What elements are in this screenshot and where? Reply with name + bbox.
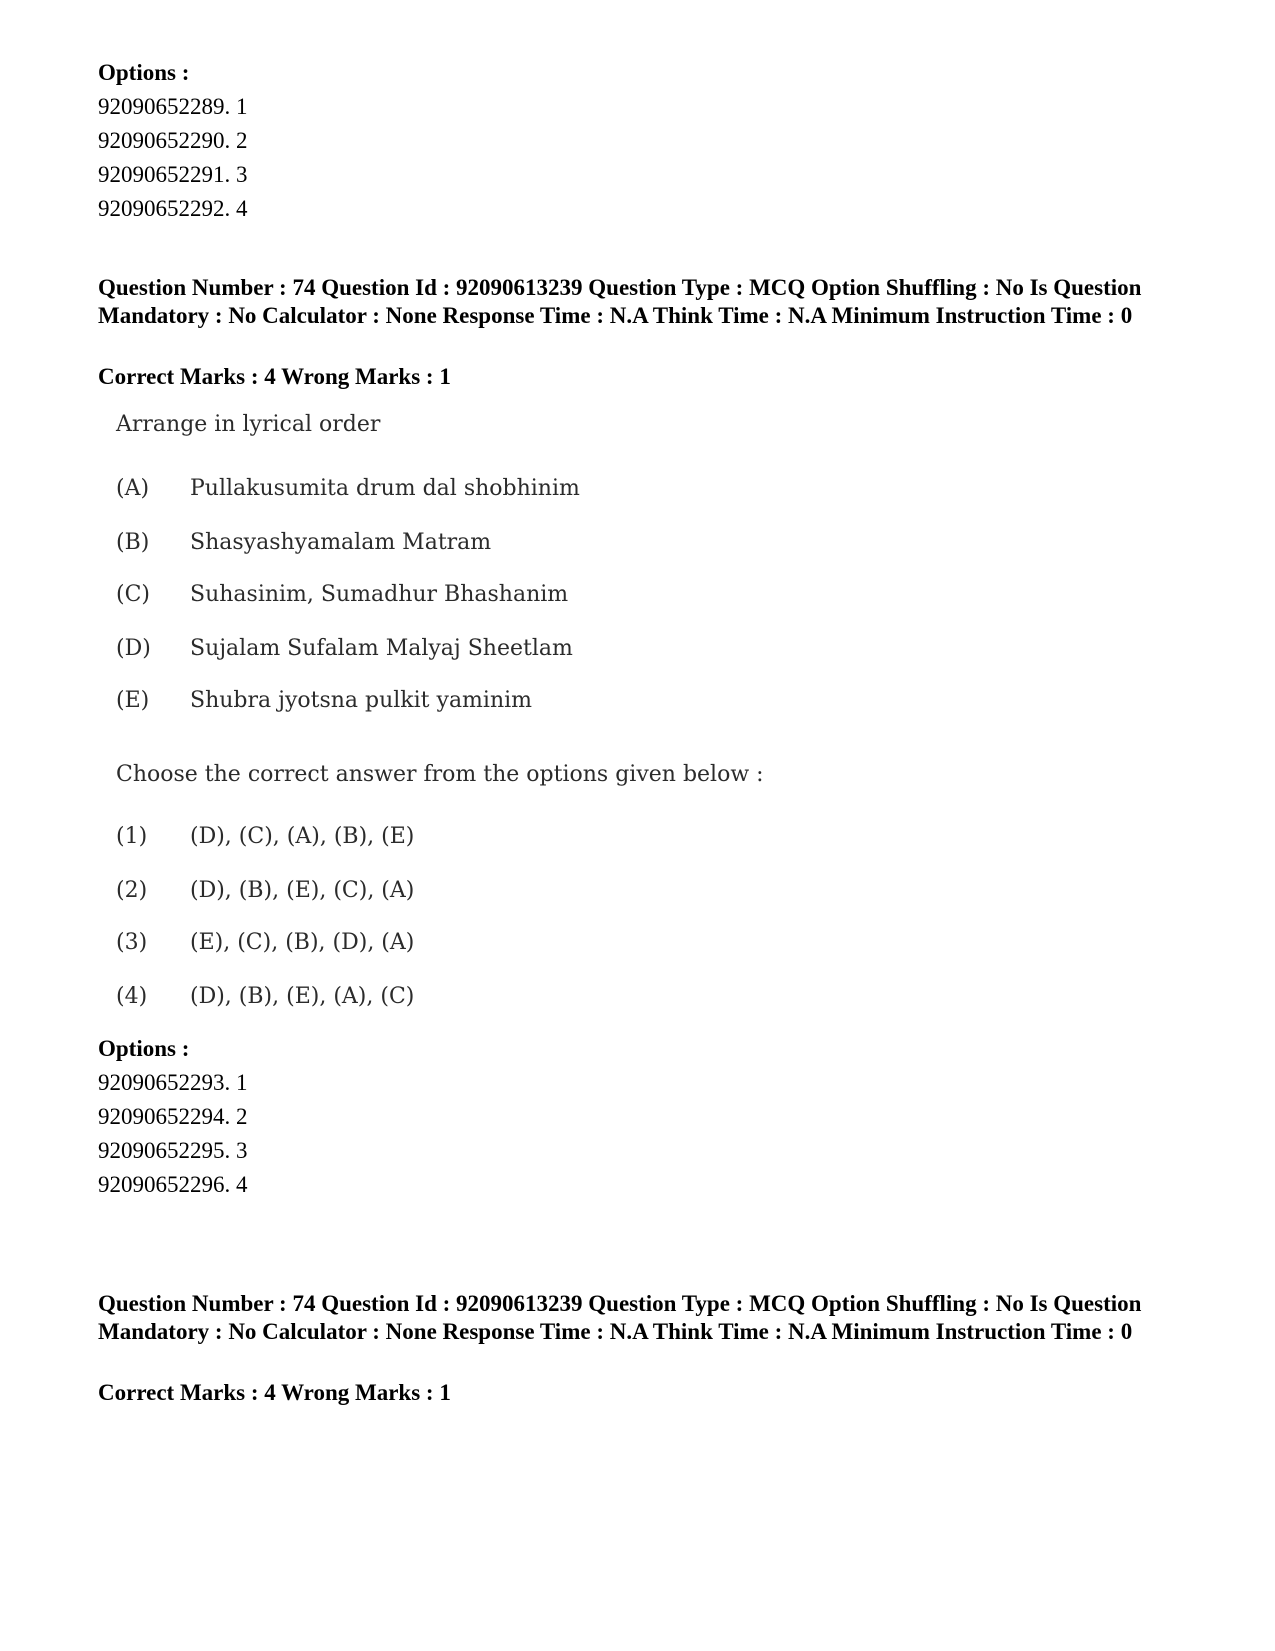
statement-text: Suhasinim, Sumadhur Bhashanim: [190, 582, 569, 607]
option-line: 92090652295. 3: [98, 1138, 248, 1163]
option-line: 92090652292. 4: [98, 196, 248, 221]
next-question-marks: Correct Marks : 4 Wrong Marks : 1: [98, 1380, 451, 1405]
question-meta: Question Number : 74 Question Id : 92090613239 Question Type : MCQ Option Shuffling : No Is Question Mandatory : No Calculator : None Response Time : N.A Think Time : N.A Minimum Instruction Time : 0: [98, 275, 1142, 328]
question-marks: Correct Marks : 4 Wrong Marks : 1: [98, 364, 451, 389]
next-question-meta: Question Number : 74 Question Id : 92090613239 Question Type : MCQ Option Shuffling : No Is Question Mandatory : No Calculator : None Response Time : N.A Think Time : N.A Minimum Instruction Time : 0: [98, 1291, 1142, 1344]
answer-label: (2): [116, 878, 148, 903]
option-line: 92090652291. 3: [98, 162, 248, 187]
statement-label: (E): [116, 688, 150, 713]
question-prompt: Arrange in lyrical order: [116, 412, 381, 437]
statement-text: Shasyashyamalam Matram: [190, 530, 492, 555]
option-line: 92090652290. 2: [98, 128, 248, 153]
statement-label: (B): [116, 530, 150, 555]
choose-instruction: Choose the correct answer from the options given below :: [116, 762, 764, 787]
answer-label: (3): [116, 930, 148, 955]
top-options-block: [98, 60, 248, 226]
answer-text: (D), (B), (E), (A), (C): [190, 984, 415, 1009]
answer-label: (4): [116, 984, 148, 1009]
option-line: 92090652294. 2: [98, 1104, 248, 1129]
answer-text: (D), (B), (E), (C), (A): [190, 878, 415, 903]
statement-text: Pullakusumita drum dal shobhinim: [190, 476, 580, 501]
option-line: 92090652289. 1: [98, 94, 248, 119]
answer-label: (1): [116, 824, 148, 849]
question-body: [116, 412, 916, 1052]
options-heading: Options :: [98, 1036, 190, 1061]
statement-label: (A): [116, 476, 150, 501]
statement-text: Shubra jyotsna pulkit yaminim: [190, 688, 533, 713]
options-heading: Options :: [98, 60, 190, 85]
answer-text: (D), (C), (A), (B), (E): [190, 824, 415, 849]
option-line: 92090652293. 1: [98, 1070, 248, 1095]
answer-text: (E), (C), (B), (D), (A): [190, 930, 415, 955]
statement-text: Sujalam Sufalam Malyaj Sheetlam: [190, 636, 573, 661]
statement-label: (C): [116, 582, 150, 607]
question-options-block: [98, 1036, 248, 1202]
statement-label: (D): [116, 636, 151, 661]
option-line: 92090652296. 4: [98, 1172, 248, 1197]
